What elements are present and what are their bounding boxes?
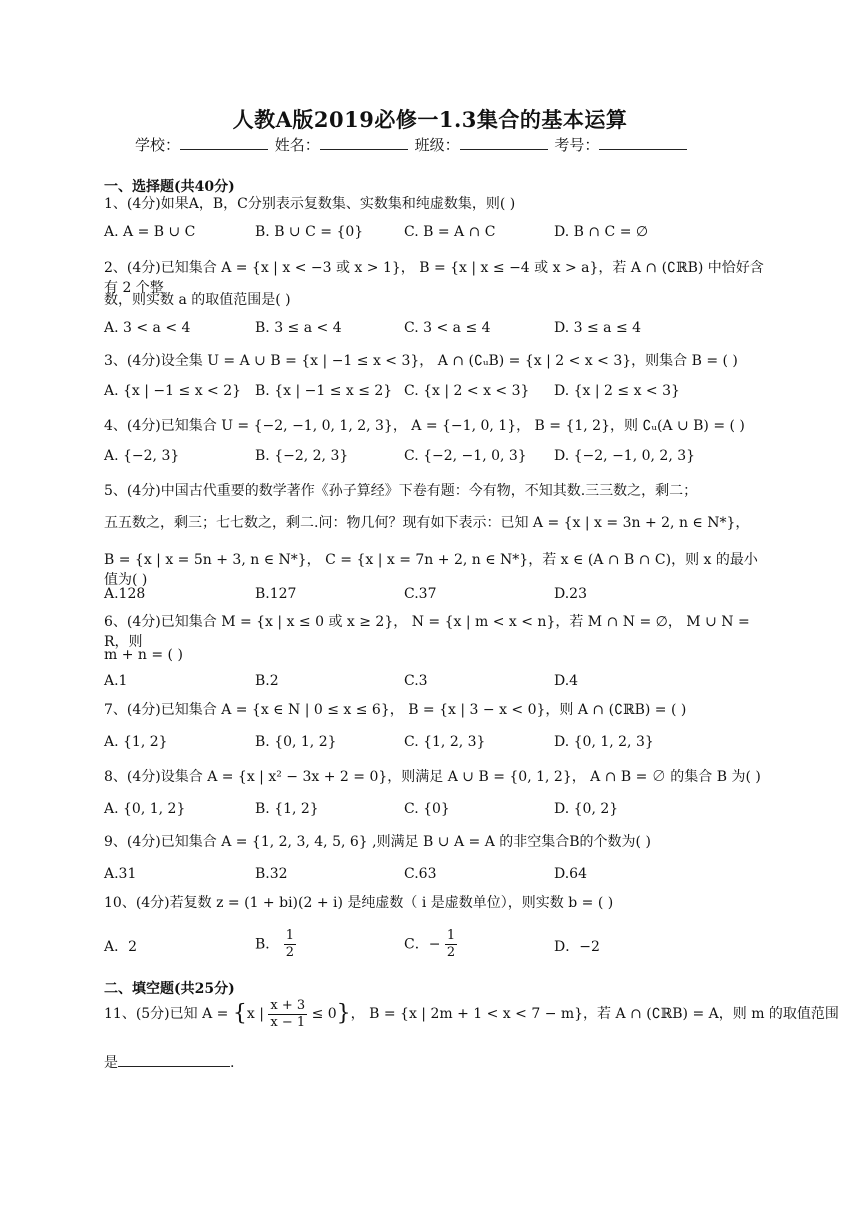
question-8-options [104, 801, 764, 823]
question-4-options [104, 448, 764, 470]
question-6-options [104, 673, 764, 695]
name-label: 姓名： [274, 136, 320, 154]
option-a[interactable]: A. {1, 2} [104, 734, 168, 750]
set-head: x | [246, 1006, 264, 1022]
section-fill-title: 二、填空题(共25分) [104, 981, 235, 997]
question-9: 9、(4分)已知集合 A = {1, 2, 3, 4, 5, 6} ,则满足 B ∪ A = A 的非空集合B的个数为( ) [104, 834, 651, 850]
option-b[interactable]: B. {1, 2} [255, 801, 319, 817]
option-b[interactable]: B.127 [255, 586, 297, 602]
left-brace: { [232, 1001, 247, 1026]
question-7-options [104, 734, 764, 756]
section-choice-title: 一、选择题(共40分) [104, 179, 235, 195]
option-c[interactable]: C. {x | 2 < x < 3} [404, 383, 530, 399]
fraction-numerator: 1 [285, 928, 295, 943]
option-a[interactable]: A．2 [104, 939, 138, 955]
class-blank[interactable] [460, 135, 548, 150]
option-b[interactable]: B. 3 ≤ a < 4 [255, 320, 342, 336]
option-d[interactable]: D. {−2, −1, 0, 2, 3} [554, 448, 696, 464]
fraction-numerator: x + 3 [270, 997, 306, 1013]
option-c-fraction [445, 928, 457, 961]
question-5-line-2: 五五数之，剩三；七七数之，剩二.问：物几何？现有如下表示：已知 A = {x | x = 3n + 2, n ∈ N*}， [104, 515, 750, 531]
option-a[interactable]: A.31 [104, 866, 137, 882]
question-1: 1、(4分)如果A，B，C分别表示复数集、实数集和纯虚数集，则( ) [104, 196, 516, 212]
fraction-denominator: x − 1 [270, 1014, 306, 1030]
student-info-line [135, 134, 735, 155]
exam-number-blank[interactable] [599, 135, 687, 150]
question-11-line-1 [104, 996, 839, 1032]
option-c[interactable]: C.63 [404, 866, 437, 882]
fraction-denominator: 2 [285, 945, 295, 960]
question-5-line-3: B = {x | x = 5n + 3, n ∈ N*}， C = {x | x = 7n + 2, n ∈ N*}，若 x ∈ (A ∩ B ∩ C)，则 x 的最小值为( ) [104, 552, 758, 588]
document-title: 人教A版2019必修一1.3集合的基本运算 [232, 107, 628, 132]
option-b-prefix: B． [255, 936, 280, 953]
question-8: 8、(4分)设集合 A = {x | x² − 3x + 2 = 0}，则满足 A ∪ B = {0, 1, 2}， A ∩ B = ∅ 的集合 B 为( ) [104, 769, 761, 785]
option-b-fraction [284, 928, 296, 961]
question-11-line-2-text: 是 [104, 1055, 118, 1071]
set-tail: ≤ 0 [311, 1006, 337, 1022]
fraction-numerator: 1 [446, 928, 456, 943]
option-d[interactable]: D. {x | 2 ≤ x < 3} [554, 383, 680, 399]
question-10: 10、(4分)若复数 z = (1 + bi)(2 + i) 是纯虚数（ i 是虚数单位），则实数 b = ( ) [104, 895, 614, 911]
option-b[interactable]: B. {−2, 2, 3} [255, 448, 349, 464]
option-a[interactable]: A. A = B ∪ C [104, 224, 196, 240]
option-d[interactable]: D. B ∩ C = ∅ [554, 224, 649, 240]
option-a[interactable]: A. 3 < a < 4 [104, 320, 191, 336]
option-a[interactable]: A. {−2, 3} [104, 448, 180, 464]
question-3-options [104, 383, 764, 405]
question-11-prefix: 11、(5分)已知 A = [104, 1006, 229, 1022]
set-fraction [268, 998, 307, 1031]
option-b[interactable]: B. B ∪ C = {0} [255, 224, 364, 240]
answer-blank[interactable] [118, 1052, 230, 1067]
option-c[interactable]: C.37 [404, 586, 437, 602]
school-blank[interactable] [180, 135, 268, 150]
option-d[interactable]: D. {0, 2} [554, 801, 619, 817]
option-d[interactable]: D.4 [554, 673, 579, 689]
question-5-line-1: 5、(4分)中国古代重要的数学著作《孙子算经》下卷有题：今有物，不知其数.三三数之，剩二； [104, 483, 698, 499]
option-a[interactable]: A.1 [104, 673, 128, 689]
class-label: 班级： [414, 136, 460, 154]
question-11-line-2 [104, 1052, 764, 1073]
option-c[interactable] [404, 928, 457, 961]
option-c[interactable]: C. {0} [404, 801, 450, 817]
question-1-options [104, 224, 764, 246]
option-c[interactable]: C. {−2, −1, 0, 3} [404, 448, 527, 464]
question-6-line-1: 6、(4分)已知集合 M = {x | x ≤ 0 或 x ≥ 2}， N = {x | m < x < n}，若 M ∩ N = ∅， M ∪ N = R，则 [104, 614, 750, 650]
option-a[interactable]: A. {0, 1, 2} [104, 801, 186, 817]
question-2-line-2: 数，则实数 a 的取值范围是( ) [104, 292, 291, 308]
option-b[interactable] [255, 928, 296, 961]
name-blank[interactable] [320, 135, 408, 150]
option-d[interactable]: D. {0, 1, 2, 3} [554, 734, 654, 750]
option-b[interactable]: B.2 [255, 673, 279, 689]
question-6-line-2: m + n = ( ) [104, 647, 183, 663]
school-label: 学校： [135, 136, 181, 154]
period-mark: . [230, 1055, 235, 1071]
option-b[interactable]: B. {x | −1 ≤ x ≤ 2} [255, 383, 393, 399]
option-b[interactable]: B. {0, 1, 2} [255, 734, 337, 750]
option-c[interactable]: C. {1, 2, 3} [404, 734, 486, 750]
option-a[interactable]: A.128 [104, 586, 146, 602]
option-c[interactable]: C. 3 < a ≤ 4 [404, 320, 491, 336]
question-7: 7、(4分)已知集合 A = {x ∈ N | 0 ≤ x ≤ 6}， B = {x | 3 − x < 0}，则 A ∩ (∁ℝB) = ( ) [104, 702, 687, 718]
option-d[interactable]: D. 3 ≤ a ≤ 4 [554, 320, 642, 336]
question-5-options [104, 586, 764, 608]
option-c[interactable]: C.3 [404, 673, 428, 689]
option-c-prefix: C．− [404, 936, 441, 953]
question-2-options [104, 320, 764, 342]
exam-number-label: 考号： [554, 136, 600, 154]
option-c[interactable]: C. B = A ∩ C [404, 224, 496, 240]
question-2-line-1: 2、(4分)已知集合 A = {x | x < −3 或 x > 1}， B = {x | x ≤ −4 或 x > a}，若 A ∩ (∁ℝB) 中恰好含有 2 个整 [104, 260, 764, 296]
option-d[interactable]: D.64 [554, 866, 587, 882]
question-9-options [104, 866, 764, 888]
option-a[interactable]: A. {x | −1 ≤ x < 2} [104, 383, 242, 399]
fraction-denominator: 2 [446, 945, 456, 960]
question-11-rest: ， B = {x | 2m + 1 < x < 7 − m}，若 A ∩ (∁ℝB) = A，则 m 的取值范围 [350, 1006, 839, 1022]
option-b[interactable]: B.32 [255, 866, 288, 882]
question-3: 3、(4分)设全集 U = A ∪ B = {x | −1 ≤ x < 3}， A ∩ (∁ᵤB) = {x | 2 < x < 3}，则集合 B = ( ) [104, 353, 738, 369]
option-d[interactable]: D.23 [554, 586, 587, 602]
right-brace: } [336, 1001, 351, 1026]
question-10-options [104, 928, 764, 968]
option-d[interactable]: D．−2 [554, 939, 600, 955]
question-4: 4、(4分)已知集合 U = {−2, −1, 0, 1, 2, 3}， A = {−1, 0, 1}， B = {1, 2}，则 ∁ᵤ(A ∪ B) = ( ) [104, 418, 745, 434]
